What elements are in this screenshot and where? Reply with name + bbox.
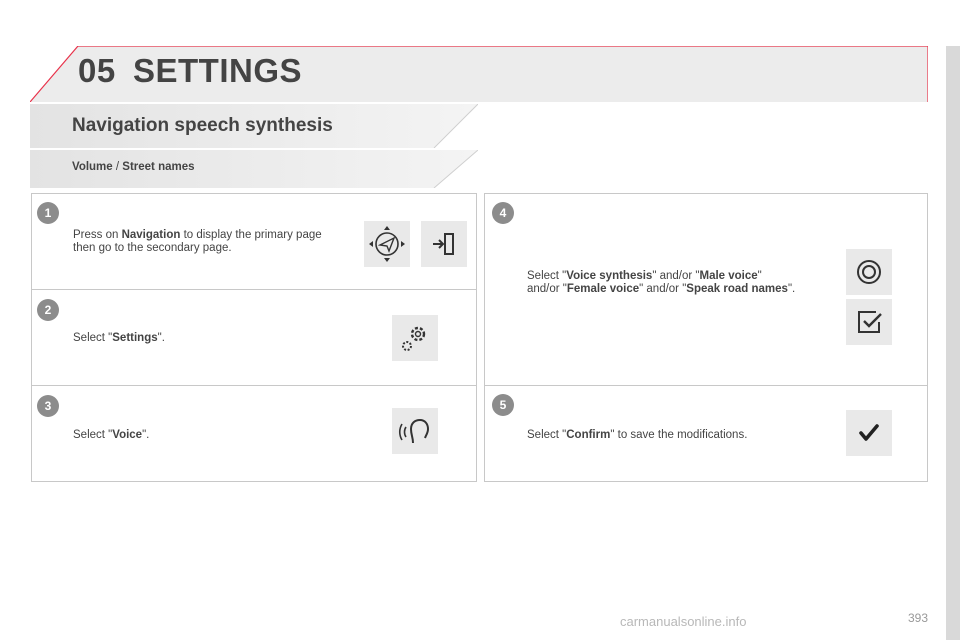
left-steps-panel [31, 193, 477, 482]
checkbox-icon [846, 299, 892, 345]
step-badge-2: 2 [37, 299, 59, 321]
step-1-text-pre: Press on [73, 229, 122, 241]
step-2 [32, 289, 476, 386]
section-title: Navigation speech synthesis [72, 115, 333, 136]
step-3-text-pre: Select " [73, 429, 113, 441]
step-4-text-post: ". [787, 282, 796, 295]
chapter-number: 05 [78, 52, 116, 89]
navigation-compass-icon [364, 221, 410, 267]
step-3-text-voice: Voice [112, 429, 143, 441]
watermark: carmanualsonline.info [620, 614, 747, 629]
step-4-text-mid3: " and/or " [639, 282, 687, 295]
step-3-text-post: ". [142, 429, 150, 441]
step-5 [485, 385, 927, 482]
subtitle [72, 161, 195, 173]
radio-button-icon [846, 249, 892, 295]
step-2-text-pre: Select " [73, 332, 113, 344]
step-badge-5: 5 [492, 394, 514, 416]
step-badge-4: 4 [492, 202, 514, 224]
step-3 [32, 385, 476, 482]
step-4-text-pre: Select " [527, 270, 567, 282]
step-5-text-post: " to save the modifications. [610, 429, 748, 441]
checkmark-icon [846, 410, 892, 456]
step-4 [485, 194, 927, 385]
step-1-text-navigation: Navigation [121, 229, 181, 241]
subtitle-separator: / [112, 161, 123, 173]
page-edge-bar [946, 46, 960, 640]
step-5-text [527, 429, 817, 442]
subtitle-street-names: Street names [122, 161, 195, 173]
page-number: 393 [908, 611, 929, 625]
step-3-text [73, 429, 333, 442]
settings-gears-icon [392, 315, 438, 361]
step-2-text [73, 332, 333, 345]
voice-icon [392, 408, 438, 454]
subtitle-volume: Volume [72, 161, 113, 173]
step-4-text-mid2: " and/or " [527, 270, 762, 295]
step-4-text-voice-synthesis: Voice synthesis [566, 270, 653, 282]
chapter-title: SETTINGS [133, 52, 303, 89]
step-1-text [73, 229, 333, 255]
step-1 [32, 194, 476, 289]
step-1-text-post: to display the primary page then go to the secondary page. [73, 229, 322, 254]
step-4-text-speak-road-names: Speak road names [686, 282, 788, 295]
secondary-page-icon [421, 221, 467, 267]
step-5-text-pre: Select " [527, 429, 567, 441]
step-2-text-post: ". [157, 332, 165, 344]
step-4-text [527, 270, 797, 296]
step-badge-1: 1 [37, 202, 59, 224]
step-badge-3: 3 [37, 395, 59, 417]
step-4-text-male-voice: Male voice [699, 270, 758, 282]
right-steps-panel [484, 193, 928, 482]
step-4-text-female-voice: Female voice [566, 282, 640, 295]
step-4-text-mid1: " and/or " [652, 270, 700, 282]
step-5-text-confirm: Confirm [566, 429, 611, 441]
step-2-text-settings: Settings [112, 332, 158, 344]
